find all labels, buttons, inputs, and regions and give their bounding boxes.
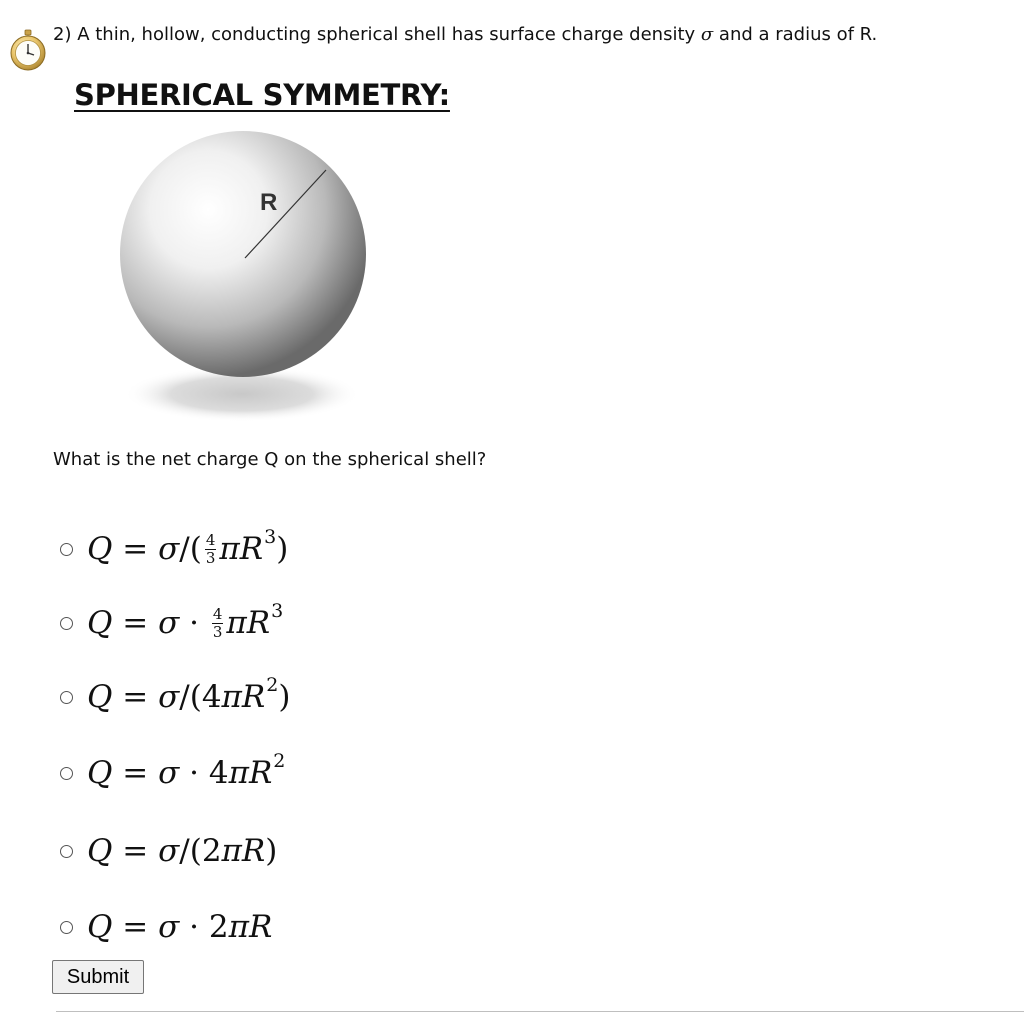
option-d[interactable] bbox=[60, 748, 285, 798]
divider bbox=[56, 1011, 1024, 1012]
option-c-formula: Q = σ /(4 π R 2 ) bbox=[87, 674, 291, 715]
option-b-radio[interactable] bbox=[60, 617, 73, 630]
option-a-radio[interactable] bbox=[60, 543, 73, 556]
option-c[interactable] bbox=[60, 672, 290, 722]
option-f-formula: Q = σ · 2 π R bbox=[87, 909, 273, 945]
radius-label: R bbox=[260, 189, 278, 216]
option-c-radio[interactable] bbox=[60, 691, 73, 704]
section-title: SPHERICAL SYMMETRY: bbox=[74, 78, 450, 112]
option-a-formula: Q = σ /( $\frac{4}{3}$ π R 3 ) bbox=[87, 526, 289, 567]
sigma-symbol: σ bbox=[700, 24, 714, 45]
option-d-formula: Q = σ · 4 π R 2 bbox=[87, 750, 286, 791]
sphere bbox=[120, 131, 366, 377]
sphere-figure bbox=[112, 128, 380, 438]
question-header-prefix: 2) A thin, hollow, conducting spherical shell has surface charge density bbox=[53, 24, 701, 45]
submit-button[interactable]: Submit bbox=[52, 960, 144, 994]
stopwatch-icon bbox=[8, 28, 48, 72]
option-b[interactable] bbox=[60, 598, 283, 648]
option-b-formula: Q = σ · $\frac{4}{3}$ π R 3 bbox=[87, 600, 284, 641]
question-header-suffix: and a radius of R. bbox=[713, 24, 878, 45]
question-header bbox=[53, 24, 877, 45]
option-d-radio[interactable] bbox=[60, 767, 73, 780]
option-e-radio[interactable] bbox=[60, 845, 73, 858]
option-f-radio[interactable] bbox=[60, 921, 73, 934]
option-e-formula: Q = σ /(2 π R ) bbox=[87, 833, 278, 869]
option-a[interactable] bbox=[60, 524, 288, 574]
option-f[interactable] bbox=[60, 902, 272, 952]
question-prompt: What is the net charge Q on the spherical shell? bbox=[53, 449, 487, 470]
option-e[interactable] bbox=[60, 826, 277, 876]
